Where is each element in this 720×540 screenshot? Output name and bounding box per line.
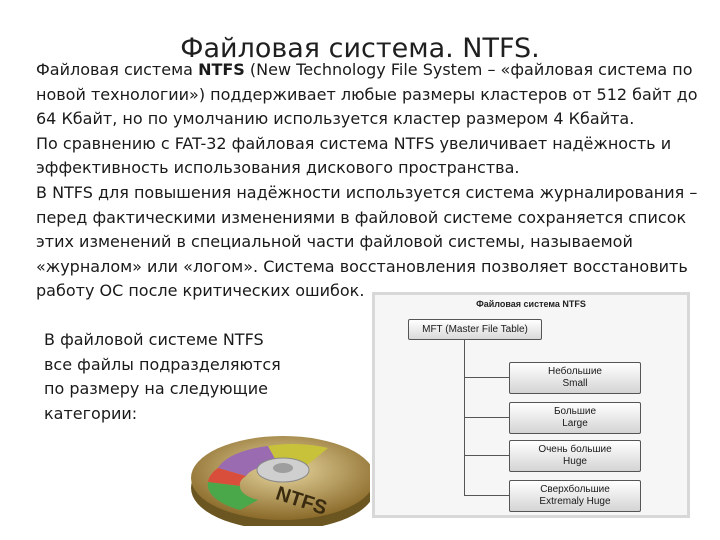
paragraph-journaling: В NTFS для повышения надёжности используется система журналирования – перед фактическими изменениями в файловой системе сохраняется список этих изменений в специальной части файловой системы, называемой «журналом» или «логом». Система восстановления позволяет восстановить работу ОС после критических ошибок. (36, 182, 698, 301)
category-huge-ru: Очень большие (538, 444, 612, 455)
intro-bold-ntfs: NTFS (198, 60, 245, 79)
slide-body (36, 58, 704, 304)
category-small-ru: Небольшие (548, 366, 602, 377)
intro-prefix: Файловая система (36, 60, 199, 79)
ntfs-diagram (372, 292, 690, 518)
hard-disk-image (188, 408, 370, 526)
intro-rest: (New Technology File System – «файловая система по новой технологии») поддерживает любые размеры кластеров от 512 байт до 64 Кбайт, но по умолчанию используется кластер размером 4 Кбайта. (36, 60, 698, 129)
mft-box: MFT (Master File Table) (408, 319, 542, 340)
categories-intro-text: В файловой системе NTFS все файлы подразделяются по размеру на следующие категории: (44, 330, 281, 423)
category-large-en: Large (562, 418, 588, 429)
disk-logo-text: NTFS (273, 482, 330, 520)
category-huge (509, 440, 641, 472)
category-extremaly-huge-en: Extremaly Huge (539, 496, 611, 507)
category-huge-en: Huge (563, 456, 587, 467)
category-large (509, 402, 641, 434)
category-extremaly-huge-ru: Сверхбольшие (540, 484, 610, 495)
category-large-ru: Большие (553, 406, 597, 417)
category-small-en: Small (562, 378, 588, 389)
diagram-title: Файловая система NTFS (476, 299, 586, 309)
slide-title: Файловая система. NTFS. (180, 33, 540, 64)
paragraph-comparison: По сравнению с FAT-32 файловая система NTFS увеличивает надёжность и эффективность использования дискового пространства. (36, 133, 672, 178)
branch-line-small (464, 377, 509, 378)
branch-line-huge (464, 455, 509, 456)
paragraph-ntfs-intro (36, 58, 704, 132)
category-extremaly-huge (509, 480, 641, 512)
branch-line-extremaly-huge (464, 495, 509, 496)
category-small (509, 362, 641, 394)
branch-line-large (464, 417, 509, 418)
